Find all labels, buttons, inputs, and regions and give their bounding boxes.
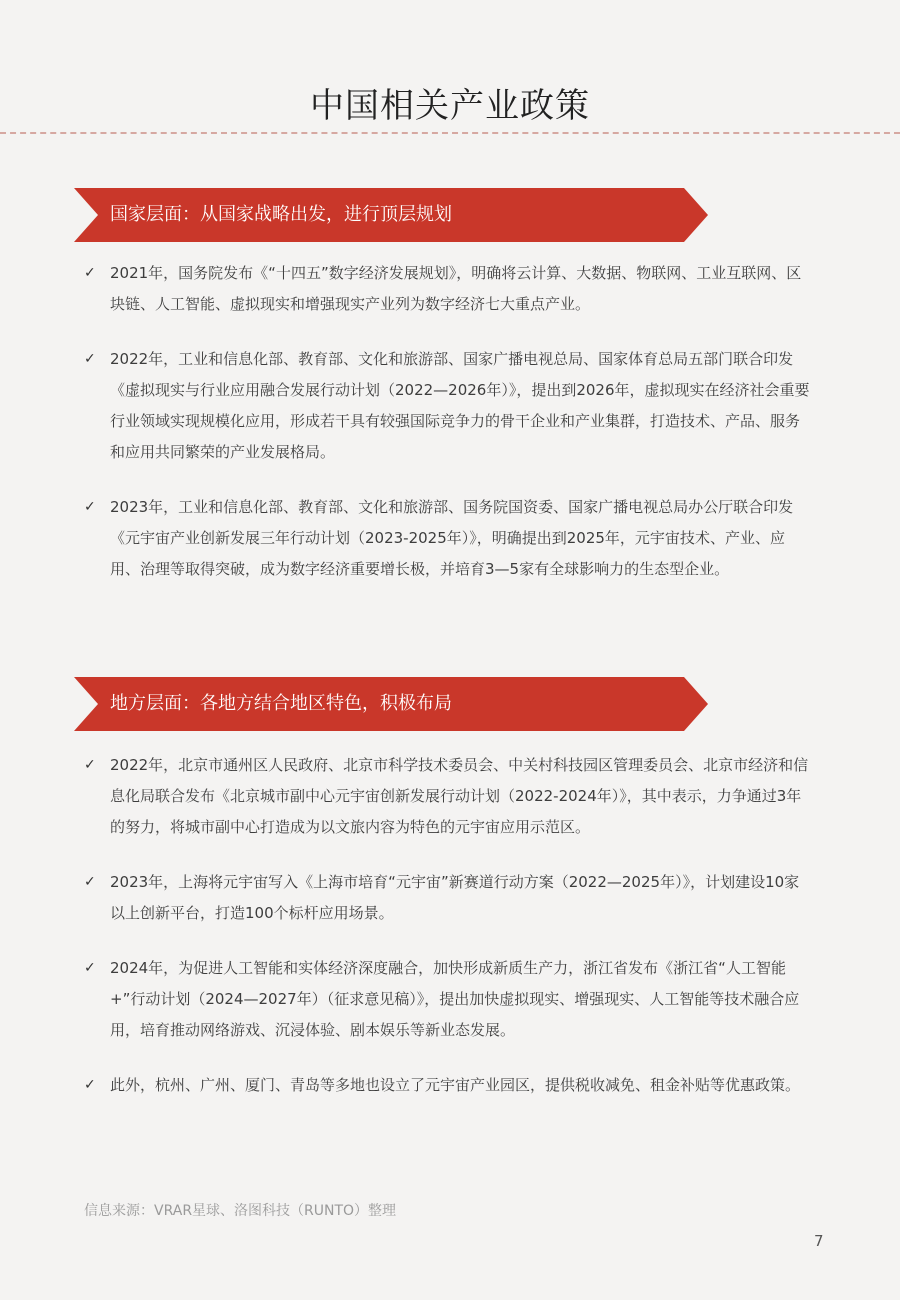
check-icon: ✓ xyxy=(84,351,96,367)
list-item xyxy=(84,492,814,585)
section-banner-national xyxy=(74,188,708,242)
list-item-text: 2023年，上海将元宇宙写入《上海市培育“元宇宙”新赛道行动方案（2022—2025年）》，计划建设10家以上创新平台，打造100个标杆应用场景。 xyxy=(110,873,800,922)
check-icon: ✓ xyxy=(84,265,96,281)
check-icon: ✓ xyxy=(84,960,96,976)
local-policy-list xyxy=(84,750,814,1101)
list-item xyxy=(84,1070,814,1101)
section-heading: 国家层面：从国家战略出发，进行顶层规划 xyxy=(110,204,452,225)
check-icon: ✓ xyxy=(84,499,96,515)
list-item xyxy=(84,344,814,468)
list-item xyxy=(84,750,814,843)
section-banner-local xyxy=(74,677,708,731)
national-policy-list xyxy=(84,258,814,585)
page-number: 7 xyxy=(814,1232,824,1250)
section-heading: 地方层面：各地方结合地区特色，积极布局 xyxy=(110,693,452,714)
list-item-text: 2022年，北京市通州区人民政府、北京市科学技术委员会、中关村科技园区管理委员会、北京市经济和信息化局联合发布《北京城市副中心元宇宙创新发展行动计划（2022-2024年）》，其中表示，力争通过3年的努力，将城市副中心打造成为以文旅内容为特色的元宇宙应用示范区。 xyxy=(110,756,809,836)
list-item-text: 2022年，工业和信息化部、教育部、文化和旅游部、国家广播电视总局、国家体育总局五部门联合印发《虚拟现实与行业应用融合发展行动计划（2022—2026年）》，提出到2026年，虚拟现实在经济社会重要行业领域实现规模化应用，形成若干具有较强国际竞争力的骨干企业和产业集群，打造技术、产品、服务和应用共同繁荣的产业发展格局。 xyxy=(110,350,810,461)
check-icon: ✓ xyxy=(84,874,96,890)
check-icon: ✓ xyxy=(84,757,96,773)
list-item xyxy=(84,867,814,929)
check-icon: ✓ xyxy=(84,1077,96,1093)
list-item xyxy=(84,258,814,320)
title-divider xyxy=(0,132,900,134)
source-note: 信息来源：VRAR星球、洛图科技（RUNTO）整理 xyxy=(84,1203,397,1219)
list-item xyxy=(84,953,814,1046)
list-item-text: 2021年，国务院发布《“十四五”数字经济发展规划》，明确将云计算、大数据、物联网、工业互联网、区块链、人工智能、虚拟现实和增强现实产业列为数字经济七大重点产业。 xyxy=(110,264,802,313)
page-title: 中国相关产业政策 xyxy=(310,86,590,126)
list-item-text: 2024年，为促进人工智能和实体经济深度融合，加快形成新质生产力，浙江省发布《浙江省“人工智能+”行动计划（2024—2027年）（征求意见稿）》，提出加快虚拟现实、增强现实、人工智能等技术融合应用，培育推动网络游戏、沉浸体验、剧本娱乐等新业态发展。 xyxy=(110,959,800,1039)
list-item-text: 此外，杭州、广州、厦门、青岛等多地也设立了元宇宙产业园区，提供税收减免、租金补贴等优惠政策。 xyxy=(110,1076,801,1094)
list-item-text: 2023年，工业和信息化部、教育部、文化和旅游部、国务院国资委、国家广播电视总局办公厅联合印发《元宇宙产业创新发展三年行动计划（2023-2025年）》，明确提出到2025年，元宇宙技术、产业、应用、治理等取得突破，成为数字经济重要增长极，并培育3—5家有全球影响力的生态型企业。 xyxy=(110,498,794,578)
